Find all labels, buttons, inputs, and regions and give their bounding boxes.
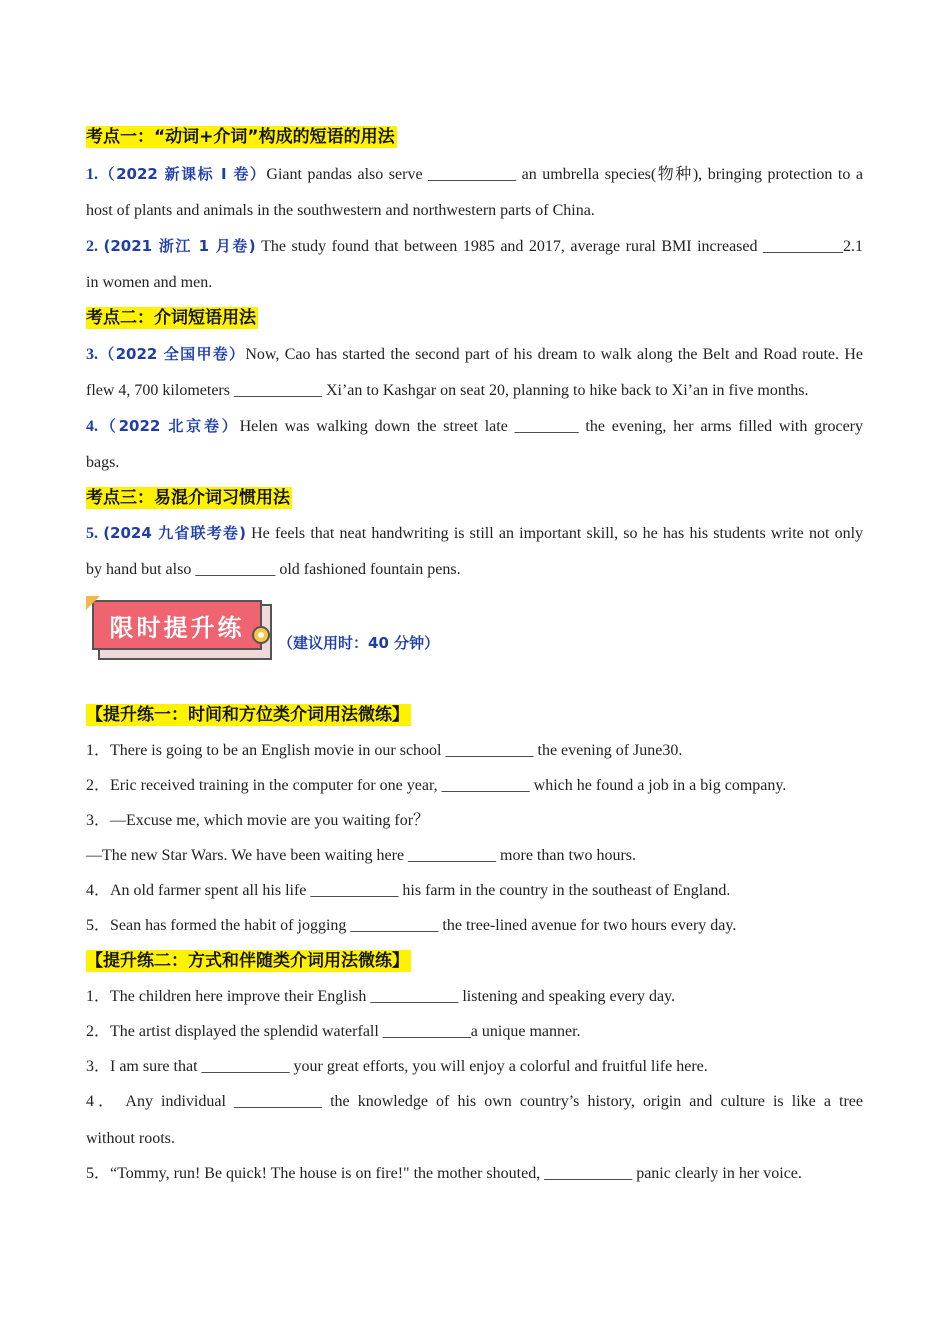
practice-1-item-1: 1．There is going to be an English movie in our school ___________ the evening of June30. (86, 742, 683, 759)
section-heading-1: 考点一：“动词+介词”构成的短语的用法 (86, 127, 395, 147)
suggested-time-note: （建议用时：40 分钟） (278, 634, 440, 652)
timed-practice-badge (86, 596, 276, 662)
question-1-line-1 (86, 163, 863, 186)
question-text: He feels that neat handwriting is still an important skill, so he has his students write not only (251, 525, 864, 542)
practice-2-item-4-line-1: 4． Any individual ___________ the knowledge of his own country’s history, origin and culture is like a tree (86, 1093, 863, 1110)
question-number: 3. (86, 346, 98, 363)
question-source: (2024 九省联考卷) (103, 524, 246, 542)
question-5-line-2: by hand but also __________ old fashioned fountain pens. (86, 561, 461, 578)
question-number: 2. (86, 238, 98, 255)
practice-heading-1: 【提升练一：时间和方位类介词用法微练】 (86, 705, 409, 725)
question-number: 1. (86, 166, 98, 183)
question-text: Now, Cao has started the second part of his dream to walk along the Belt and Road route. He (245, 346, 863, 363)
question-2-line-2: in women and men. (86, 274, 213, 291)
practice-1-item-3-answer: —The new Star Wars. We have been waiting here ___________ more than two hours. (86, 847, 637, 864)
question-text: Helen was walking down the street late ________ the evening, her arms filled with grocery (239, 418, 863, 435)
section-heading-2: 考点二：介词短语用法 (86, 308, 256, 328)
question-number: 4. (86, 418, 98, 435)
practice-2-item-1: 1．The children here improve their English ___________ listening and speaking every day. (86, 988, 676, 1005)
question-1-line-2: host of plants and animals in the southwestern and northwestern parts of China. (86, 202, 595, 219)
medal-icon (252, 626, 270, 644)
question-source: (2021 浙江 1 月卷) (103, 237, 256, 255)
badge-label: 限时提升练 (92, 600, 262, 650)
question-text: The study found that between 1985 and 2017, average rural BMI increased __________2.1 (261, 238, 864, 255)
question-3-line-1 (86, 343, 863, 366)
question-5-line-1 (86, 522, 863, 545)
practice-2-item-2: 2．The artist displayed the splendid waterfall ___________a unique manner. (86, 1023, 581, 1040)
question-3-line-2: flew 4, 700 kilometers ___________ Xi’an to Kashgar on seat 20, planning to hike back to Xi’an in five months. (86, 382, 809, 399)
question-number: 5. (86, 525, 98, 542)
practice-2-item-4-line-2: without roots. (86, 1130, 175, 1147)
question-source: （2022 北京卷） (98, 417, 240, 435)
practice-2-item-3: 3．I am sure that ___________ your great efforts, you will enjoy a colorful and fruitful life here. (86, 1058, 708, 1075)
question-source: （2022 全国甲卷） (98, 345, 246, 363)
question-text: Giant pandas also serve ___________ an umbrella species(物种), bringing protection to a (266, 166, 863, 183)
flag-icon (86, 596, 100, 610)
question-4-line-2: bags. (86, 454, 120, 471)
question-2-line-1 (86, 235, 863, 258)
practice-1-item-4: 4．An old farmer spent all his life ___________ his farm in the country in the southeast of England. (86, 882, 731, 899)
practice-heading-2: 【提升练二：方式和伴随类介词用法微练】 (86, 951, 409, 971)
section-heading-3: 考点三：易混介词习惯用法 (86, 488, 290, 508)
practice-1-item-2: 2．Eric received training in the computer for one year, ___________ which he found a job in a big company. (86, 777, 787, 794)
question-4-line-1 (86, 415, 863, 438)
practice-1-item-3: 3．—Excuse me, which movie are you waiting for？ (86, 812, 430, 829)
practice-1-item-5: 5．Sean has formed the habit of jogging ___________ the tree-lined avenue for two hours every day. (86, 917, 737, 934)
practice-2-item-5: 5．“Tommy, run! Be quick! The house is on fire!" the mother shouted, ___________ panic clearly in her voice. (86, 1165, 802, 1182)
question-source: （2022 新课标 I 卷） (98, 165, 267, 183)
